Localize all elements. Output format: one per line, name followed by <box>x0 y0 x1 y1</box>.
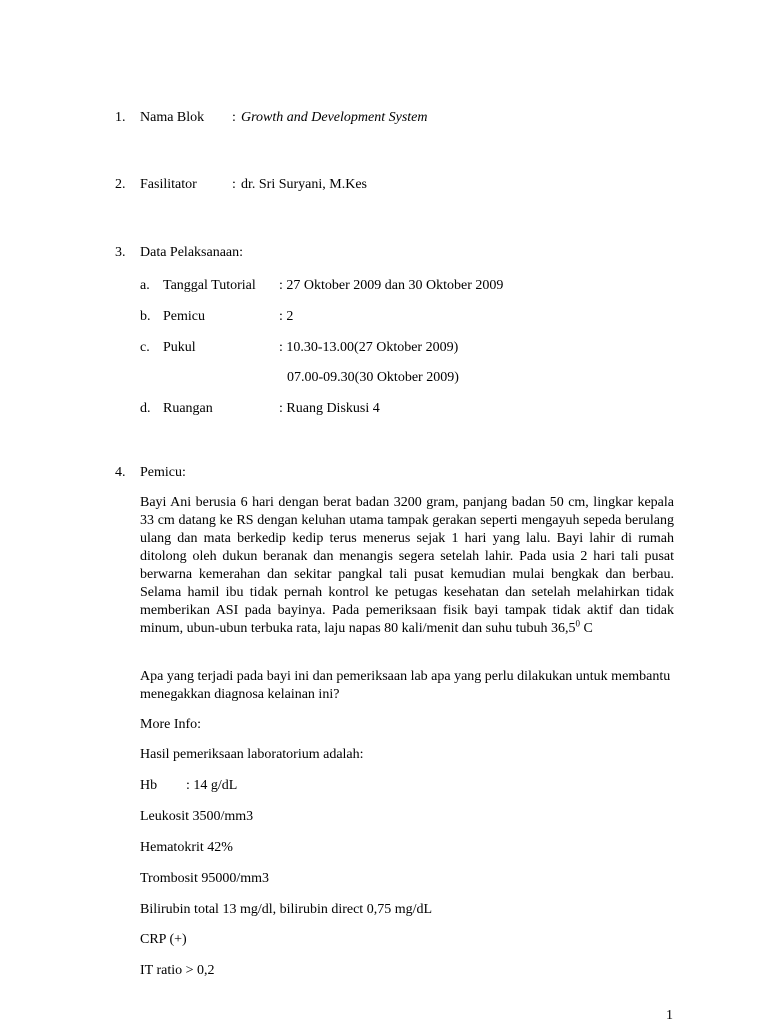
item-3c-letter: c. <box>140 340 150 355</box>
item-2-colon: : <box>232 177 236 192</box>
item-1-number: 1. <box>115 110 126 125</box>
item-3b-value: : 2 <box>279 309 294 324</box>
item-3a-value: : 27 Oktober 2009 dan 30 Oktober 2009 <box>279 278 504 293</box>
item-3b-letter: b. <box>140 309 151 324</box>
degree-sign: 0 <box>575 618 580 629</box>
temperature-unit: C <box>579 621 593 636</box>
item-2-number: 2. <box>115 177 126 192</box>
case-text: Bayi Ani berusia 6 hari dengan berat badan 3200 gram, panjang badan 50 cm, lingkar kepala 33 cm datang ke RS dengan keluhan utama tampak gerakan seperti mengayuh sepeda berulang ulang dan mata berkedip kedip terus menerus sejak 1 hari yang lalu. Bayi lahir di rumah ditolong oleh dukun beranak dan menangis segera setelah lahir. Pada usia 2 hari tali pusat berwarna kemerahan dan sekitar pangkal tali pusat kemudian mulai bengkak dan berbau. Selama hamil ibu tidak pernah kontrol ke petugas kesehatan dan setelah melahirkan tidak memberikan ASI pada bayinya. Pada pemeriksaan fisik bayi tampak tidak aktif dan tidak minum, ubun-ubun terbuka rata, laju napas 80 kali/menit dan suhu tubuh 36,5 <box>140 495 674 636</box>
lab-hb-value: : 14 g/dL <box>186 778 238 793</box>
lab-trombosit: Trombosit 95000/mm3 <box>140 871 270 886</box>
item-3c-value-2: 07.00-09.30(30 Oktober 2009) <box>287 370 459 385</box>
lab-intro: Hasil pemeriksaan laboratorium adalah: <box>140 747 364 762</box>
lab-hb-label: Hb <box>140 778 158 793</box>
item-3d-letter: d. <box>140 401 151 416</box>
item-1-value: Growth and Development System <box>241 110 428 125</box>
item-3a-letter: a. <box>140 278 150 293</box>
item-3-number: 3. <box>115 245 126 260</box>
item-3b-label: Pemicu <box>163 309 205 324</box>
page-number: 1 <box>666 1008 673 1023</box>
item-3a-label: Tanggal Tutorial <box>163 278 256 293</box>
lab-crp: CRP (+) <box>140 932 187 947</box>
item-1-label: Nama Blok <box>140 110 205 125</box>
lab-it-ratio: IT ratio > 0,2 <box>140 963 215 978</box>
item-3c-value: : 10.30-13.00(27 Oktober 2009) <box>279 340 459 355</box>
lab-hb <box>140 777 238 795</box>
item-1-colon: : <box>232 110 236 125</box>
item-3c-label: Pukul <box>163 340 196 355</box>
item-2-value: dr. Sri Suryani, M.Kes <box>241 177 367 192</box>
item-4-number: 4. <box>115 465 126 480</box>
item-3d-label: Ruangan <box>163 401 213 416</box>
case-paragraph <box>140 494 674 638</box>
item-3-label: Data Pelaksanaan: <box>140 245 244 260</box>
item-2-label: Fasilitator <box>140 177 197 192</box>
case-question: Apa yang terjadi pada bayi ini dan pemeriksaan lab apa yang perlu dilakukan untuk membantu menegakkan diagnosa kelainan ini? <box>140 669 671 702</box>
lab-bilirubin: Bilirubin total 13 mg/dl, bilirubin direct 0,75 mg/dL <box>140 902 433 917</box>
lab-hematokrit: Hematokrit 42% <box>140 840 233 855</box>
more-info-heading: More Info: <box>140 717 202 732</box>
lab-leukosit: Leukosit 3500/mm3 <box>140 809 254 824</box>
item-3d-value: : Ruang Diskusi 4 <box>279 401 380 416</box>
item-4-label: Pemicu: <box>140 465 186 480</box>
